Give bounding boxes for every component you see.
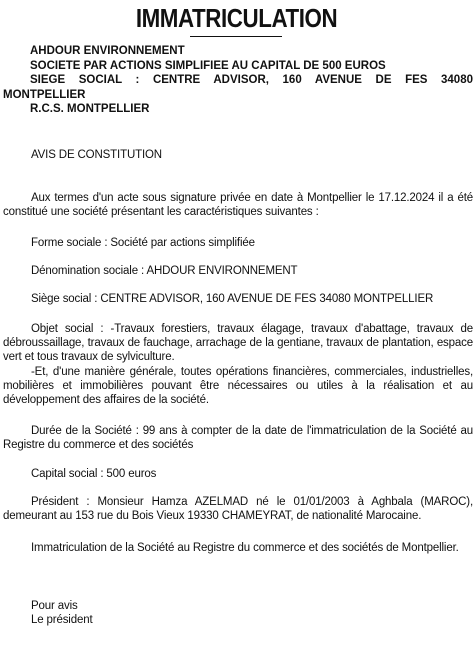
immatriculation-info: Immatriculation de la Société au Registre du commerce et des sociétés de Montpellier.: [31, 542, 459, 554]
company-form: SOCIETE PAR ACTIONS SIMPLIFIEE AU CAPITAL DE 500 EUROS: [30, 59, 386, 72]
denomination-block: [3, 264, 473, 278]
duree-block: [3, 424, 473, 452]
president-block: [3, 495, 473, 523]
forme-block: [3, 236, 473, 250]
notice-title: IMMATRICULATION: [135, 3, 338, 33]
intro-block: [3, 191, 473, 219]
denomination-sociale: Dénomination sociale : AHDOUR ENVIRONNEMENT: [31, 265, 298, 277]
immatriculation-block: [3, 541, 473, 555]
notice-heading: AVIS DE CONSTITUTION: [31, 149, 162, 161]
intro-paragraph: Aux termes d'un acte sous signature privée en date à Montpellier le 17.12.2024 il a été constitué une société présentant les caractéristiques suivantes :: [3, 192, 473, 219]
signature-pour-avis: Pour avis: [31, 600, 78, 612]
signature-block: [3, 599, 473, 627]
duree-societe: Durée de la Société : 99 ans à compter de la date de l'immatriculation de la Société au Registre du commerce et des sociétés: [3, 425, 473, 452]
capital-block: [3, 467, 473, 481]
company-seat-line-2: MONTPELLIER: [3, 88, 86, 101]
capital-social: Capital social : 500 euros: [31, 468, 157, 480]
objet-block: [3, 322, 473, 407]
notice-heading-block: [3, 148, 473, 162]
siege-block: [3, 292, 473, 306]
title-underline: [190, 36, 282, 37]
president-info: Président : Monsieur Hamza AZELMAD né le 01/01/2003 à Aghbala (MAROC), demeurant au 153 rue du Bois Vieux 19330 CHAMEYRAT, de nationalité Marocaine.: [3, 496, 473, 523]
company-name: AHDOUR ENVIRONNEMENT: [30, 45, 185, 57]
objet-social-continued: -Et, d'une manière générale, toutes opérations financières, commerciales, industrielles, mobilières et immobilières pouvant être nécessaires ou utiles à la réalisation et au développement des affaires de la société.: [3, 365, 473, 407]
company-seat-line-1: SIEGE SOCIAL : CENTRE ADVISOR, 160 AVENUE DE FES 34080: [30, 74, 473, 86]
signature-president: Le président: [31, 614, 93, 627]
forme-sociale: Forme sociale : Société par actions simplifiée: [31, 237, 255, 249]
objet-social: Objet social : -Travaux forestiers, travaux élagage, travaux d'abattage, travaux de débroussaillage, travaux de fauchage, arrachage de la gentiane, travaux de plantation, espace vert et tous travaux de sylviculture.: [3, 323, 473, 364]
siege-social: Siège social : CENTRE ADVISOR, 160 AVENUE DE FES 34080 MONTPELLIER: [31, 293, 434, 305]
company-header: [3, 44, 473, 117]
company-rcs: R.C.S. MONTPELLIER: [30, 103, 150, 115]
